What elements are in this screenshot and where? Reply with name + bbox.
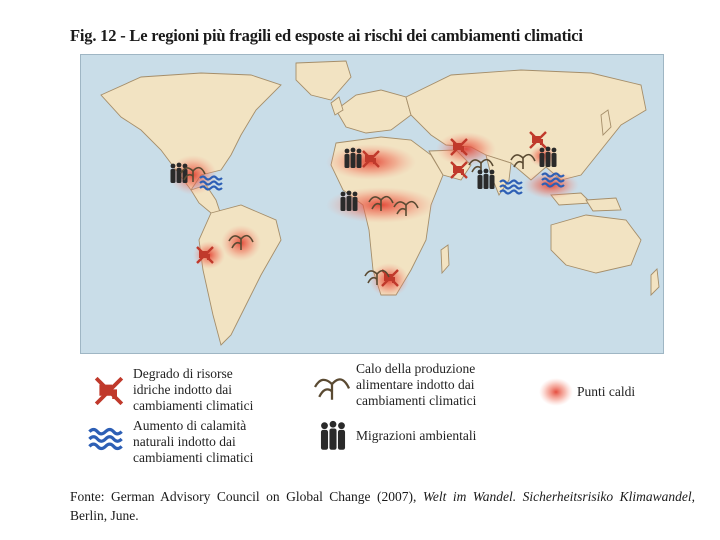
- legend-disasters-label: Aumento di calamità naturali indotto dai cambiamenti climatici: [133, 418, 254, 465]
- migrating-people-icon: [341, 191, 358, 211]
- withered-plant-icon: [312, 370, 352, 404]
- source-lead: Fonte: German Advisory Council on Global Change (2007),: [70, 489, 423, 504]
- migrating-people-icon: [540, 147, 557, 167]
- world-map: [80, 54, 664, 354]
- crossed-faucet-icon: [92, 374, 126, 408]
- legend-water-label: Degrado di risorse idriche indotto dai cambiamenti climatici: [133, 366, 254, 413]
- world-map-svg: [81, 55, 663, 353]
- migrating-people-icon: [478, 169, 495, 189]
- hot-spot-icon: [538, 377, 574, 407]
- legend-hotspots-label: Punti caldi: [577, 384, 636, 399]
- legend-food-label: Calo della produzione alimentare indotto dai cambiamenti climatici: [356, 361, 477, 408]
- storm-waves-icon: [85, 425, 129, 453]
- source-work-title: Welt im Wandel. Sicherheitsrisiko Klimawandel: [422, 489, 692, 504]
- legend-migration-label: Migrazioni ambientali: [356, 428, 477, 443]
- migrating-people-icon: [171, 163, 188, 183]
- migrating-people-icon: [316, 420, 350, 454]
- hot-spot-central-asia: [436, 132, 496, 166]
- figure-title: Fig. 12 - Le regioni più fragili ed esposte ai rischi dei cambiamenti climatici: [70, 26, 583, 45]
- source-tail: , Berlin, June.: [70, 489, 695, 523]
- source-note: [70, 487, 695, 525]
- migrating-people-icon: [345, 148, 362, 168]
